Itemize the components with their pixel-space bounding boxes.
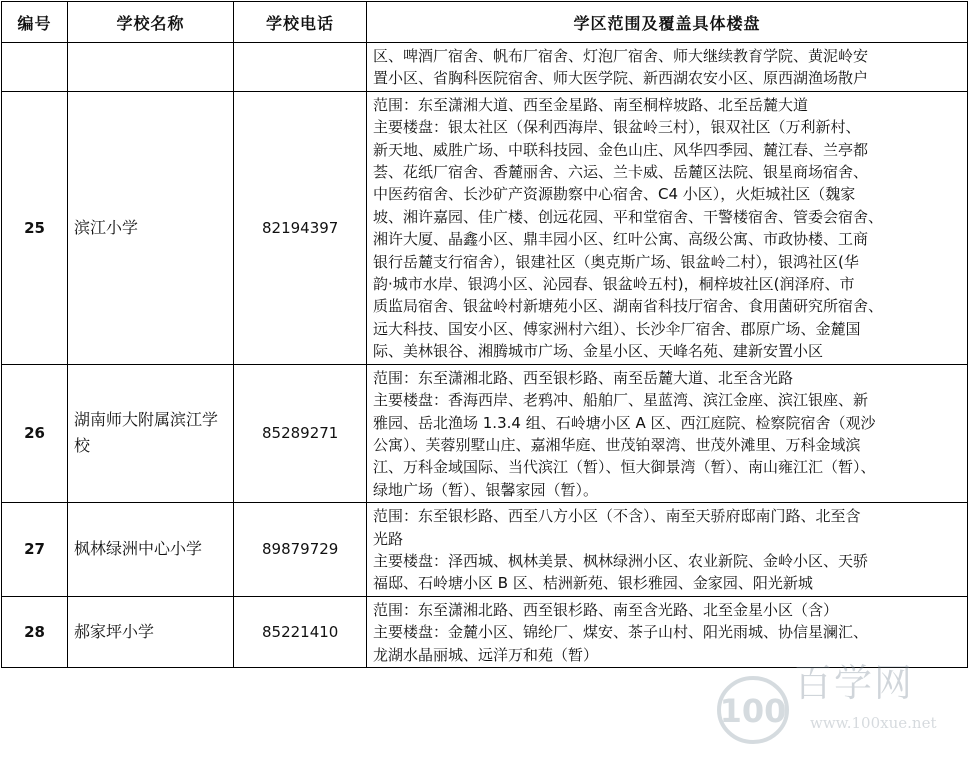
header-tel: 学校电话 — [234, 2, 367, 43]
school-phone — [234, 43, 367, 92]
table-row — [2, 364, 968, 502]
watermark-url: www.100xue.net — [810, 714, 937, 732]
school-name — [68, 43, 234, 92]
district-line: 置小区、省胸科医院宿舍、师大医学院、新西湖农安小区、原西湖渔场散户 — [373, 69, 869, 88]
header-area: 学区范围及覆盖具体楼盘 — [367, 2, 968, 43]
district-line: 区、啤酒厂宿舍、帆布厂宿舍、灯泡厂宿舍、师大继续教育学院、黄泥岭安 — [373, 47, 869, 65]
district-description — [367, 91, 968, 364]
district-line: 坡、湘许嘉园、佳广楼、创远花园、平和堂宿舍、干警楼宿舍、管委会宿舍、 — [373, 207, 884, 226]
district-line: 范围：东至潇湘北路、西至银杉路、南至岳麓大道、北至含光路 — [373, 368, 794, 387]
district-line: 绿地广场（暂）、银馨家园（暂）。 — [373, 480, 599, 499]
table-row — [2, 91, 968, 364]
district-line: 光路 — [373, 529, 404, 548]
school-number: 26 — [2, 364, 68, 502]
header-row — [2, 2, 968, 43]
table-row — [2, 596, 968, 667]
district-line: 主要楼盘：香海西岸、老鸦冲、船舶厂、星蓝湾、滨江金座、滨江银座、新 — [373, 391, 869, 410]
district-line: 雅园、岳北渔场 1.3.4 组、石岭塘小区 A 区、西江庭院、检察院宿舍（观沙 — [373, 413, 876, 432]
district-line: 中医药宿舍、长沙矿产资源勘察中心宿舍、C4 小区），火炬城社区（魏家 — [373, 185, 856, 204]
district-line: 远大科技、国安小区、傅家洲村六组）、长沙伞厂宿舍、郡原广场、金麓国 — [373, 319, 861, 338]
school-name: 枫林绿洲中心小学 — [68, 503, 234, 597]
district-line: 福邸、石岭塘小区 B 区、桔洲新苑、银杉雅园、金家园、阳光新城 — [373, 574, 813, 593]
header-name: 学校名称 — [68, 2, 234, 43]
table-row — [2, 503, 968, 597]
district-description — [367, 503, 968, 597]
district-line: 荟、花纸厂宿舍、香麓丽舍、六运、兰卡威、岳麓区法院、银星商场宿舍、 — [373, 163, 869, 182]
district-description — [367, 43, 968, 92]
district-line: 际、美林银谷、湘腾城市广场、金星小区、天峰名苑、建新安置小区 — [373, 342, 824, 361]
school-name: 滨江小学 — [68, 91, 234, 364]
school-number — [2, 43, 68, 92]
district-line: 范围：东至潇湘北路、西至银杉路、南至含光路、北至金星小区（含） — [373, 600, 839, 619]
school-number: 27 — [2, 503, 68, 597]
district-line: 江、万科金域国际、当代滨江（暂）、恒大御景湾（暂）、南山雍江汇（暂）、 — [373, 458, 876, 477]
school-phone: 89879729 — [234, 503, 367, 597]
district-description — [367, 364, 968, 502]
district-line: 银行岳麓支行宿舍），银建社区（奥克斯广场、银盆岭二村），银鸿社区(华 — [373, 252, 859, 271]
school-number: 28 — [2, 596, 68, 667]
watermark-brand: 百学网 — [794, 661, 915, 705]
district-line: 范围：东至潇湘大道、西至金星路、南至桐梓坡路、北至岳麓大道 — [373, 95, 809, 114]
district-line: 主要楼盘：金麓小区、锦纶厂、煤安、茶子山村、阳光雨城、协信星澜汇、 — [373, 623, 869, 642]
watermark-badge-icon — [714, 662, 792, 744]
school-phone: 85289271 — [234, 364, 367, 502]
district-line: 公寓）、芙蓉别墅山庄、嘉湘华庭、世茂铂翠湾、世茂外滩里、万科金域滨 — [373, 435, 861, 454]
district-line: 主要楼盘：银太社区（保利西海岸、银盆岭三村），银双社区（万利新村、 — [373, 118, 861, 137]
district-description — [367, 596, 968, 667]
district-line: 新天地、威胜广场、中联科技园、金色山庄、风华四季园、麓江春、兰亭都 — [373, 140, 869, 159]
watermark-badge-text: 100 — [719, 692, 787, 730]
school-phone: 82194397 — [234, 91, 367, 364]
school-name: 郝家坪小学 — [68, 596, 234, 667]
school-district-table — [1, 1, 968, 668]
district-line: 范围：东至银杉路、西至八方小区（不含）、南至天骄府邸南门路、北至含 — [373, 507, 861, 526]
district-line: 龙湖水晶丽城、远洋万和苑（暂） — [373, 645, 599, 664]
school-number: 25 — [2, 91, 68, 364]
district-line: 韵·城市水岸、银鸿小区、沁园春、银盆岭五村)，桐梓坡社区(润泽府、市 — [373, 275, 855, 294]
district-line: 质监局宿舍、银盆岭村新塘苑小区、湖南省科技厅宿舍、食用菌研究所宿舍、 — [373, 297, 884, 316]
district-line: 湘许大厦、晶鑫小区、鼎丰园小区、红叶公寓、高级公寓、市政协楼、工商 — [373, 230, 869, 249]
district-line: 主要楼盘：泽西城、枫林美景、枫林绿洲小区、农业新院、金岭小区、天骄 — [373, 551, 869, 570]
school-name: 湖南师大附属滨江学校 — [68, 364, 234, 502]
table-row — [2, 43, 968, 92]
header-num: 编号 — [2, 2, 68, 43]
school-phone: 85221410 — [234, 596, 367, 667]
